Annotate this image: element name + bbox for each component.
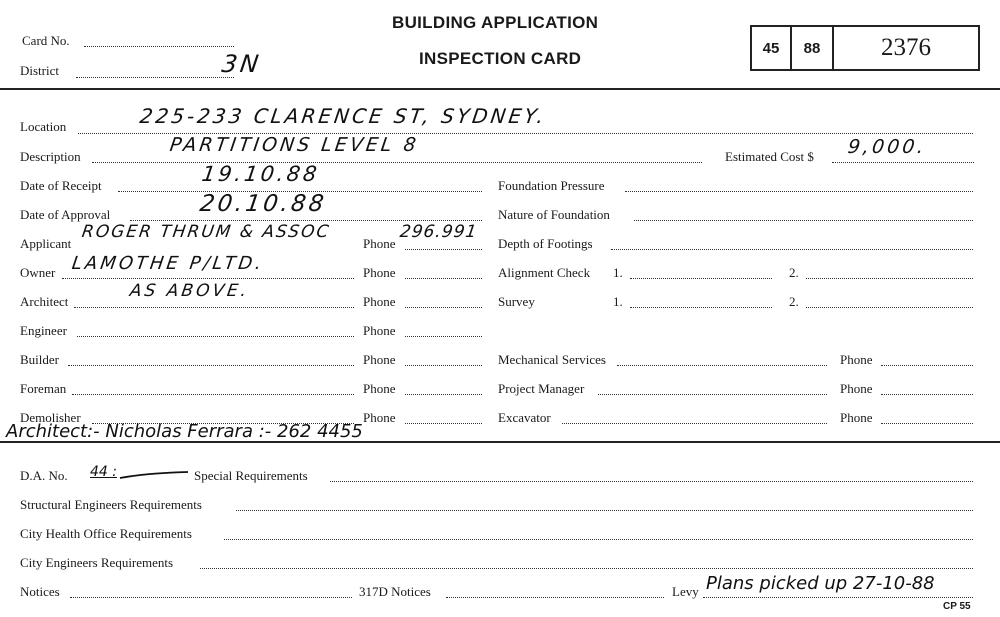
da-value: 44 :: [90, 464, 117, 480]
owner-phone-label: Phone: [363, 265, 396, 280]
notices-317d-label: 317D Notices: [359, 584, 431, 599]
engineer-line: [77, 336, 354, 337]
applicant-value: ROGER THRUM & ASSOC: [80, 222, 332, 242]
project-manager-phone-line: [881, 394, 973, 395]
engineer-phone-line: [405, 336, 482, 337]
architect-note: Architect:- Nicholas Ferrara :- 262 4455: [6, 421, 363, 442]
foreman-phone-label: Phone: [363, 381, 396, 396]
da-label: D.A. No.: [20, 468, 68, 483]
excavator-line: [562, 423, 827, 424]
middle-divider: [0, 441, 1000, 443]
district-line: [76, 77, 234, 78]
demolisher-phone-line: [405, 423, 482, 424]
da-stroke: [118, 468, 190, 482]
architect-line: [74, 307, 354, 308]
project-manager-label: Project Manager: [498, 381, 585, 396]
depth-footings-label: Depth of Footings: [498, 236, 593, 251]
owner-value: LAMOTHE P/LTD.: [70, 253, 266, 274]
builder-label: Builder: [20, 352, 59, 367]
applicant-label: Applicant: [20, 236, 72, 251]
owner-line: [62, 278, 354, 279]
engineer-phone-label: Phone: [363, 323, 396, 338]
foundation-pressure-label: Foundation Pressure: [498, 178, 605, 193]
card-number: 2376: [881, 34, 931, 61]
mechanical-label: Mechanical Services: [498, 352, 606, 367]
description-value: PARTITIONS LEVEL 8: [168, 134, 421, 156]
mechanical-line: [617, 365, 827, 366]
box-a: 45: [752, 27, 792, 69]
mechanical-phone-line: [881, 365, 973, 366]
alignment-2-label: 2.: [789, 265, 799, 280]
levy-value: Plans picked up 27-10-88: [706, 573, 935, 594]
health-label: City Health Office Requirements: [20, 526, 192, 541]
architect-phone-label: Phone: [363, 294, 396, 309]
alignment-1-line: [630, 278, 772, 279]
survey-1-line: [630, 307, 772, 308]
foreman-label: Foreman: [20, 381, 67, 396]
location-label: Location: [20, 119, 67, 134]
foreman-phone-line: [405, 394, 482, 395]
location-value: 225-233 CLARENCE ST, SYDNEY.: [138, 104, 549, 128]
levy-line: [703, 597, 973, 598]
owner-label: Owner: [20, 265, 56, 280]
form-code: CP 55: [943, 601, 971, 612]
card-no-label: Card No.: [22, 33, 70, 48]
demolisher-label: Demolisher: [20, 410, 81, 425]
architect-label: Architect: [20, 294, 69, 309]
approval-line: [130, 220, 482, 221]
survey-2-line: [806, 307, 973, 308]
applicant-phone-label: Phone: [363, 236, 396, 251]
notices-317d-line: [446, 597, 664, 598]
header-divider: [0, 88, 1000, 90]
nature-foundation-line: [634, 220, 973, 221]
district-value: 3N: [220, 50, 264, 78]
engineers-label: City Engineers Requirements: [20, 555, 174, 570]
receipt-value: 19.10.88: [200, 162, 322, 186]
excavator-phone-line: [881, 423, 973, 424]
builder-line: [68, 365, 354, 366]
receipt-label: Date of Receipt: [20, 178, 102, 193]
foreman-line: [72, 394, 354, 395]
special-line: [330, 481, 973, 482]
alignment-1-label: 1.: [613, 265, 623, 280]
estimated-cost-label: Estimated Cost $: [725, 149, 814, 164]
demolisher-phone-label: Phone: [363, 410, 396, 425]
structural-line: [236, 510, 973, 511]
foundation-pressure-line: [625, 191, 973, 192]
engineer-label: Engineer: [20, 323, 67, 338]
owner-phone-line: [405, 278, 482, 279]
builder-phone-line: [405, 365, 482, 366]
box-b: 88: [792, 27, 834, 69]
builder-phone-label: Phone: [363, 352, 396, 367]
health-line: [224, 539, 973, 540]
applicant-phone-value: 296.991: [398, 222, 479, 242]
survey-1-label: 1.: [613, 294, 623, 309]
mechanical-phone-label: Phone: [840, 352, 873, 367]
alignment-2-line: [806, 278, 973, 279]
district-label: District: [20, 63, 59, 78]
engineers-line: [200, 568, 973, 569]
approval-label: Date of Approval: [20, 207, 111, 222]
nature-foundation-label: Nature of Foundation: [498, 207, 610, 222]
survey-label: Survey: [498, 294, 535, 309]
architect-phone-line: [405, 307, 482, 308]
survey-2-label: 2.: [789, 294, 799, 309]
depth-footings-line: [611, 249, 973, 250]
card-number-box: [750, 25, 980, 71]
applicant-phone-line: [405, 249, 482, 250]
notices-line: [70, 597, 352, 598]
project-manager-phone-label: Phone: [840, 381, 873, 396]
card-no-line: [84, 46, 234, 47]
excavator-label: Excavator: [498, 410, 551, 425]
approval-value: 20.10.88: [198, 191, 329, 217]
excavator-phone-label: Phone: [840, 410, 873, 425]
alignment-label: Alignment Check: [498, 265, 591, 280]
estimated-cost-line: [832, 162, 974, 163]
description-line: [92, 162, 702, 163]
description-label: Description: [20, 149, 81, 164]
structural-label: Structural Engineers Requirements: [20, 497, 202, 512]
special-label: Special Requirements: [194, 468, 308, 483]
estimated-cost-value: 9,000.: [846, 136, 928, 158]
levy-label: Levy: [672, 584, 699, 599]
title-line2: INSPECTION CARD: [419, 49, 582, 68]
project-manager-line: [598, 394, 827, 395]
title-line1: BUILDING APPLICATION: [392, 13, 599, 32]
architect-value: AS ABOVE.: [128, 281, 251, 301]
notices-label: Notices: [20, 584, 60, 599]
